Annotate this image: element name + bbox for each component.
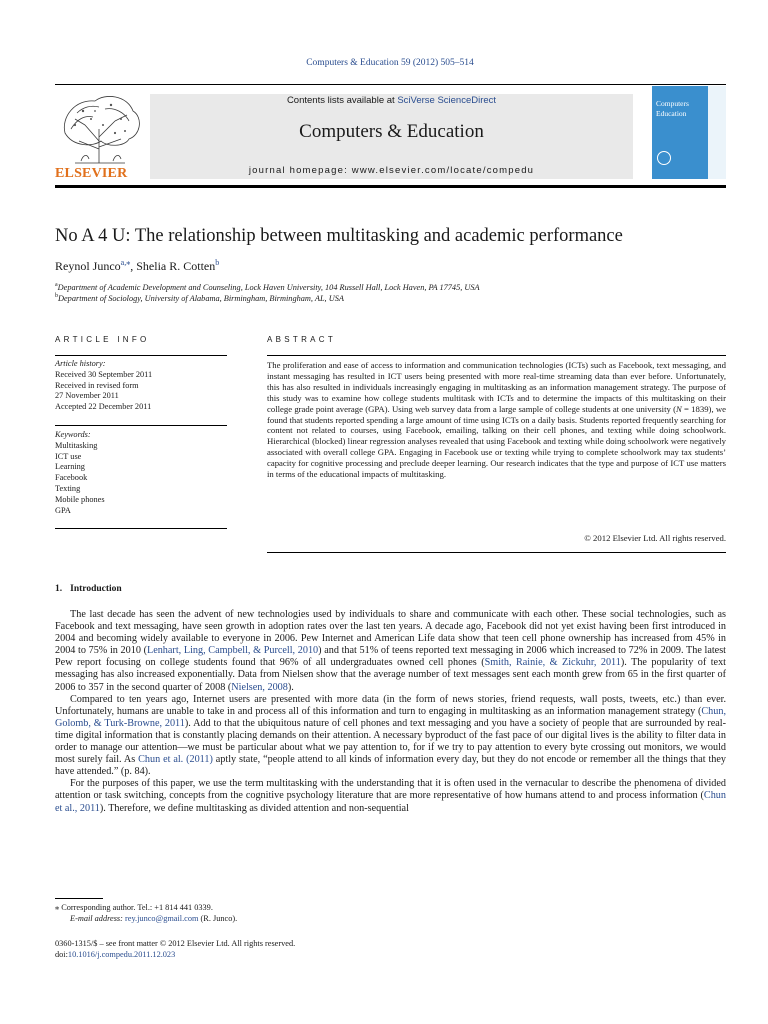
author-cotten-affil-mark[interactable]: b <box>215 258 220 267</box>
text-run: aptly state, “people attend to all kinds of information every day, but they do not encode or remember all the things that they have attended.” (p. 84). <box>55 754 726 778</box>
history-received: Received 30 September 2011 <box>55 369 153 379</box>
text-run: The last decade has seen the advent of new technologies used by individuals to share and communicate with each other. These social technologies, such as Facebook and text messaging, have seen growth in adoption rates over the last ten years. A decade ago, Facebook did not yet exist having been first introduced in 2004 and becoming widely available to everyone in 2006. Pew Internet and American Life data show that teen cell phone ownership has increased from 45% in 2004 to 75% in 2010 ( <box>55 609 726 657</box>
article-info-rule <box>55 425 227 426</box>
history-label: Article history: <box>55 359 106 368</box>
citation-link[interactable]: Chun et al. (2011) <box>138 754 213 766</box>
affiliation-b-text: Department of Sociology, University of Alabama, Birmingham, Birmingham, AL, USA <box>58 293 344 303</box>
section-number: 1. <box>55 584 63 594</box>
abstract-n-symbol: N <box>676 403 682 414</box>
author-list <box>55 258 219 274</box>
citation-link[interactable]: Smith, Rainie, & Zickuhr, 2011 <box>484 657 621 669</box>
citation-link[interactable]: Chun et al., 2011 <box>55 790 726 814</box>
author-junco-affil-marks[interactable]: a,⁎ <box>120 258 131 267</box>
section-title: Introduction <box>70 584 122 594</box>
history-revised-label: Received in revised form <box>55 380 139 390</box>
author-junco: Reynol Junco <box>55 259 121 273</box>
doi-line <box>55 949 175 960</box>
article-history <box>55 359 152 413</box>
history-revised-date: 27 November 2011 <box>55 391 119 401</box>
paragraph <box>55 609 726 694</box>
abstract-rule <box>267 552 726 553</box>
article-info-rule <box>55 528 227 529</box>
abstract-copyright: © 2012 Elsevier Ltd. All rights reserved. <box>584 533 726 543</box>
front-matter-line: 0360-1315/$ – see front matter © 2012 Elsevier Ltd. All rights reserved. <box>55 939 296 948</box>
footnote-corresponding: ⁎ Corresponding author. Tel.: +1 814 441 0339. <box>55 903 213 912</box>
footnote-email <box>70 913 237 924</box>
contents-prefix: Contents lists available at <box>286 95 398 106</box>
journal-citation[interactable]: Computers & Education 59 (2012) 505–514 <box>306 58 474 68</box>
email-link[interactable]: rey.junco@gmail.com <box>125 914 199 923</box>
article-info-heading: ARTICLE INFO <box>55 335 150 344</box>
doi-prefix: doi: <box>55 950 68 959</box>
journal-homepage <box>150 165 633 176</box>
keyword-item: Texting <box>55 483 81 493</box>
article-info-rule <box>55 355 227 356</box>
cover-title-line-1: Computers <box>656 99 689 108</box>
keyword-item: Mobile phones <box>55 494 105 504</box>
abstract-part: The proliferation and ease of access to information and communication technologies (ICTs) such as Facebook, text messaging, and instant messaging has resulted in ICT users being presented with more real-time streaming data than ever before. Unfortunately, this has also resulted in individuals increasingly engaging in multitasking as an information management strategy. The purpose of this study was to examine how college students multitask with ICTs and to determine the impacts of this multitasking on their college grade point average (GPA). Using web survey data from a large sample of college students at one university ( <box>267 360 726 414</box>
citation-link[interactable]: Nielsen, 2008 <box>231 681 288 693</box>
cover-seal-icon <box>656 150 672 166</box>
author-separator: , <box>130 259 137 273</box>
paragraph <box>55 694 726 779</box>
footnote-rule <box>55 898 103 899</box>
citation-link[interactable]: Chun, Golomb, & Turk-Browne, 2011 <box>55 705 726 729</box>
journal-cover-thumbnail <box>652 86 726 179</box>
homepage-link[interactable]: www.elsevier.com/locate/compedu <box>351 165 535 176</box>
text-run: For the purposes of this paper, we use the term multitasking with the understanding that it is often used in the vernacular to describe the phenomena of divided attention or task switching, concepts from the cognitive psychology literature that are more representative of how humans attend to and process information ( <box>55 778 726 802</box>
cover-strip <box>708 86 726 179</box>
keywords-list <box>55 430 105 516</box>
affiliation-a-mark: a <box>55 282 58 288</box>
abstract-part: = 1839), we found that students reported spending a large amount of time using ICTs on a daily basis. Students reported frequently searching for content not related to courses, using Facebook, emailing, talking on their cell phones, and texting while doing schoolwork. Hierarchical (blocked) linear regression analyses revealed that using Facebook and texting while doing schoolwork were negatively associated with overall college GPA. Engaging in Facebook use or texting while trying to complete schoolwork may tax students’ capacity for cognitive processing and preclude deeper learning. Our research indicates that the type and purpose of ICT use matters in terms of the educational impacts of multitasking. <box>267 403 726 480</box>
email-suffix: (R. Junco). <box>198 914 238 923</box>
section-heading-introduction <box>55 584 130 594</box>
text-run: ) and that 51% of teens reported text messaging in 2006 which increased to 72% in 2009. The latest Pew report focusing on college students found that 96% of all undergraduates owned cell phones ( <box>55 645 726 669</box>
affiliation-b-mark: b <box>55 293 58 299</box>
journal-title: Computers & Education <box>299 121 484 142</box>
text-run: ). <box>287 681 294 693</box>
text-run: Compared to ten years ago, Internet users are presented with more data (in the form of news stories, friend requests, wall posts, tweets, etc.) than ever. Unfortunately, humans are unable to take in and process all of this information and turn to engaging in multitasking as an information management strategy ( <box>55 693 726 717</box>
sciencedirect-link[interactable]: SciVerse ScienceDirect <box>397 95 497 106</box>
doi-link[interactable]: 10.1016/j.compedu.2011.12.023 <box>67 950 176 959</box>
header-top-rule <box>55 84 726 85</box>
contents-line <box>150 95 633 106</box>
affiliation-a <box>55 282 480 292</box>
text-run: ). The popularity of text messaging has also increased exponentially. Data from Nielsen show that the average number of text messages sent each month grew from 65 in the first quarter of 2006 to 357 in the second quarter of 2008 ( <box>55 657 727 693</box>
header-bottom-rule <box>55 185 726 188</box>
affiliation-b <box>55 293 344 303</box>
affiliation-a-text: Department of Academic Development and Counseling, Lock Haven University, 104 Russell Hall, Lock Haven, PA 17745, USA <box>57 282 480 292</box>
keyword-item: Facebook <box>55 473 88 483</box>
keyword-item: Learning <box>55 462 85 472</box>
homepage-prefix: journal homepage: <box>248 165 352 176</box>
text-run: ). Add to that the ubiquitous nature of cell phones and text messaging and you have a society of people that are surrounded by real-time digital information that is constantly placing demands on their attention. A necessary byproduct of the fast pace of our digital lives is the ability to filter data in order to manage our attention—we must be particular about what we pay attention to, for if we try to pay attention to every byte crossing out monitors, we would most surely fail. As <box>55 717 726 766</box>
body-text <box>55 609 726 815</box>
keyword-item: ICT use <box>55 451 82 461</box>
text-run: ). Therefore, we define multitasking as divided attention and non-sequential <box>99 802 409 814</box>
abstract-text <box>267 360 726 480</box>
abstract-rule <box>267 355 726 356</box>
keyword-item: GPA <box>55 505 71 515</box>
elsevier-wordmark: ELSEVIER <box>55 166 128 181</box>
cover-title-line-2: Education <box>656 109 687 118</box>
paragraph <box>55 778 726 814</box>
history-accepted: Accepted 22 December 2011 <box>55 402 152 412</box>
citation-link[interactable]: Lenhart, Ling, Campbell, & Purcell, 2010 <box>146 645 319 657</box>
keywords-label: Keywords: <box>55 430 91 439</box>
email-label: E-mail address: <box>70 914 125 923</box>
paper-title: No A 4 U: The relationship between multitasking and academic performance <box>55 226 623 246</box>
keyword-item: Multitasking <box>55 440 98 450</box>
abstract-heading: ABSTRACT <box>267 335 337 344</box>
author-cotten: Shelia R. Cotten <box>136 259 216 273</box>
